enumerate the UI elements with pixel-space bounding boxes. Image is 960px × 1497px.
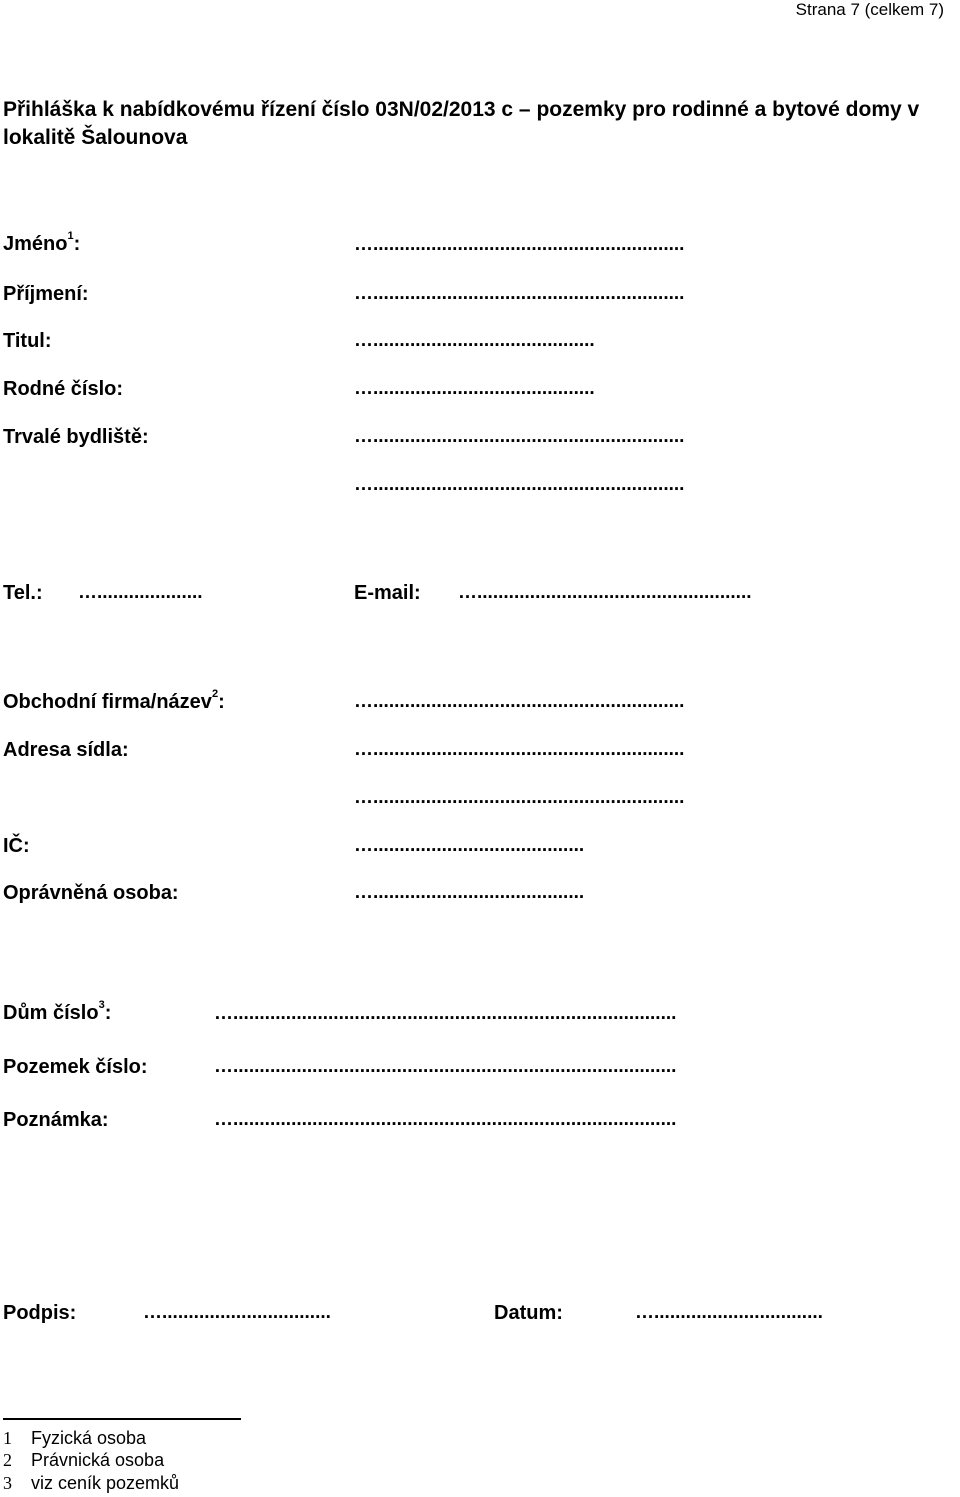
email-field[interactable]: ….................................................... xyxy=(458,582,752,603)
datum-field[interactable]: …................................ xyxy=(635,1302,823,1323)
prijmeni-field[interactable]: …........................................................... xyxy=(354,283,685,304)
footnote-separator xyxy=(3,1418,241,1420)
podpis-label: Podpis: xyxy=(3,1302,77,1324)
footnote-ref-3: 3 xyxy=(98,999,105,1011)
adresa-field-line-1[interactable]: …........................................................... xyxy=(354,739,685,760)
adresa-label: Adresa sídla: xyxy=(3,739,129,761)
jmeno-field[interactable]: …........................................................... xyxy=(354,234,685,255)
poznamka-field[interactable]: ….................................................................................... xyxy=(214,1109,677,1130)
ic-label: IČ: xyxy=(3,835,30,857)
jmeno-label: Jméno$^1$: xyxy=(3,230,81,255)
bydliste-field-line-1[interactable]: …........................................................... xyxy=(354,426,685,447)
page-number: Strana 7 (celkem 7) xyxy=(795,0,944,19)
footnote-1: 1 Fyzická osoba xyxy=(3,1428,147,1448)
adresa-field-line-2[interactable]: …........................................................... xyxy=(354,787,685,808)
poznamka-label: Poznámka: xyxy=(3,1109,109,1131)
footnote-ref-2: 2 xyxy=(211,688,219,700)
bydliste-field-line-2[interactable]: …........................................................... xyxy=(354,474,685,495)
dum-cislo-label: Dům číslo$^3$: xyxy=(3,999,112,1024)
tel-field[interactable]: ….................... xyxy=(78,582,203,603)
pozemek-cislo-label: Pozemek číslo: xyxy=(3,1056,148,1078)
prijmeni-label: Příjmení: xyxy=(3,283,89,305)
datum-label: Datum: xyxy=(494,1302,563,1324)
pozemek-cislo-field[interactable]: ….................................................................................... xyxy=(214,1056,677,1077)
footnote-3: 3 viz ceník pozemků xyxy=(3,1473,180,1493)
firma-label: Obchodní firma/název$^2$: xyxy=(3,688,225,713)
firma-field[interactable]: …........................................................... xyxy=(354,691,685,712)
tel-label: Tel.: xyxy=(3,582,43,604)
email-label: E-mail: xyxy=(354,582,421,604)
footnote-2: 2 Právnická osoba xyxy=(3,1450,165,1470)
rodne-cislo-label: Rodné číslo: xyxy=(3,378,124,400)
podpis-field[interactable]: …................................ xyxy=(143,1302,331,1323)
titul-field[interactable]: ….......................................... xyxy=(354,330,595,351)
dum-cislo-field[interactable]: ….................................................................................... xyxy=(214,1003,677,1024)
form-title: Přihláška k nabídkovému řízení číslo 03N/02/2013 c – pozemky pro rodinné a bytové domy v lokalitě Šalounova xyxy=(3,98,920,149)
titul-label: Titul: xyxy=(3,330,52,352)
opravnena-osoba-label: Oprávněná osoba: xyxy=(3,882,179,904)
rodne-cislo-field[interactable]: ….......................................... xyxy=(354,378,595,399)
footnote-ref-1: 1 xyxy=(67,230,74,242)
ic-field[interactable]: …........................................ xyxy=(354,835,585,856)
bydliste-label: Trvalé bydliště: xyxy=(3,426,149,448)
opravnena-osoba-field[interactable]: …........................................ xyxy=(354,882,585,903)
